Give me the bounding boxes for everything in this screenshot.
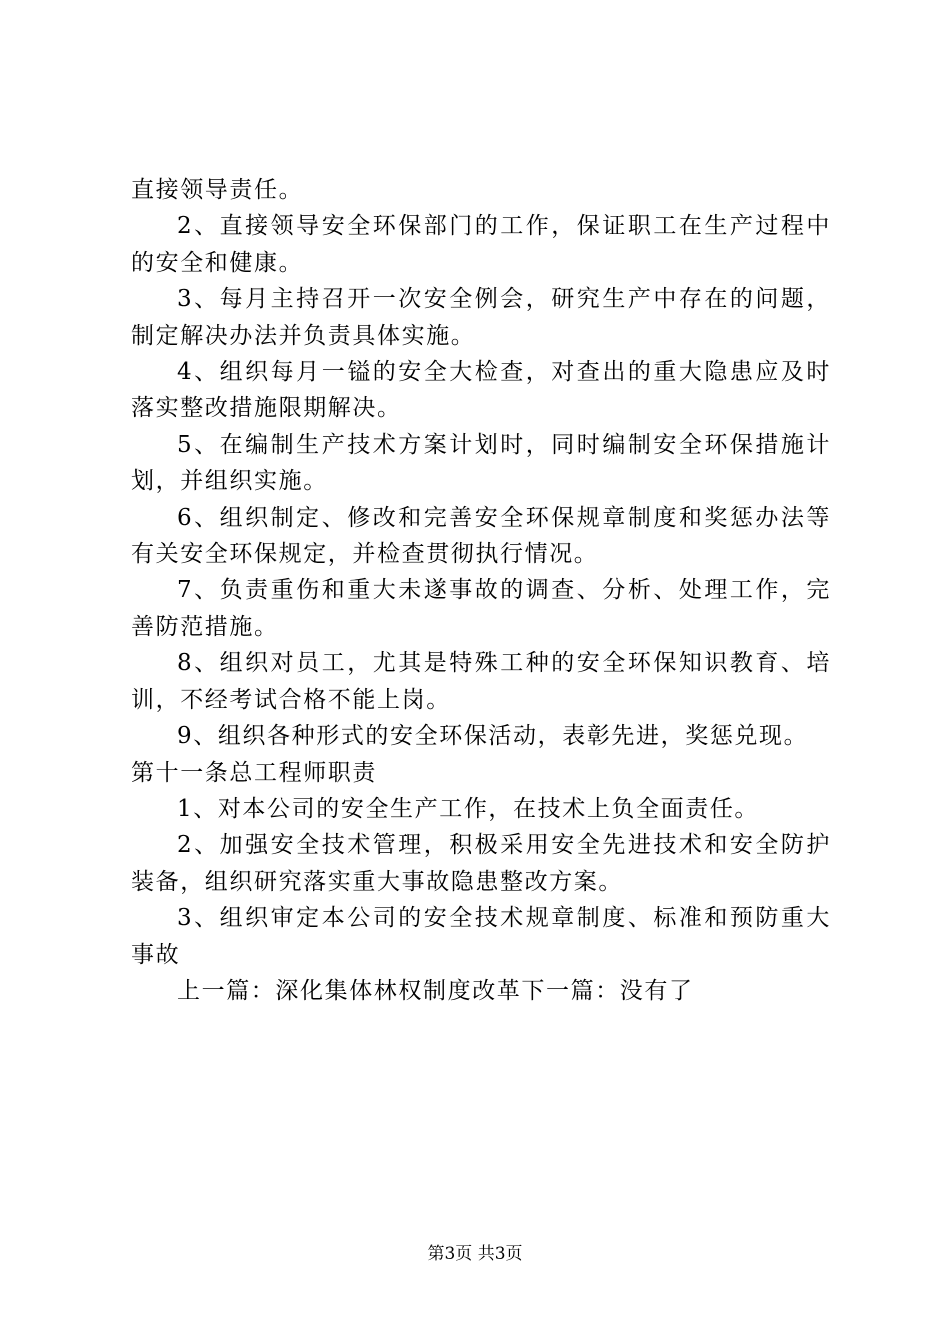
page-number: 第3页 — [427, 1244, 473, 1264]
paragraph-3: 4、组织每月一镒的安全大检查，对查出的重大隐患应及时落实整改措施限期解决。 — [131, 359, 831, 422]
prev-next-nav: 上一篇：深化集体林权制度改革下一篇：没有了 — [177, 977, 694, 1004]
paragraph-1: 2、直接领导安全环保部门的工作，保证职工在生产过程中的安全和健康。 — [131, 213, 831, 276]
paragraph-7: 8、组织对员工，尤其是特殊工种的安全环保知识教育、培训，不经考试合格不能上岗。 — [131, 650, 831, 713]
paragraph-6: 7、负责重伤和重大未遂事故的调查、分析、处理工作，完善防范措施。 — [131, 577, 831, 640]
section-heading: 第十一条总工程师职责 — [131, 759, 377, 786]
paragraph-10: 1、对本公司的安全生产工作，在技术上负全面责任。 — [177, 795, 760, 822]
page-total: 共3页 — [477, 1244, 523, 1264]
paragraph-0: 直接领导责任。 — [131, 177, 304, 203]
paragraph-12: 3、组织审定本公司的安全技术规章制度、标准和预防重大事故 — [131, 905, 831, 968]
paragraph-5: 6、组织制定、修改和完善安全环保规章制度和奖惩办法等有关安全环保规定，并检查贯彻执行情况。 — [131, 504, 831, 568]
paragraph-4: 5、在编制生产技术方案计划时，同时编制安全环保措施计划，并组织实施。 — [131, 431, 831, 495]
paragraph-2: 3、每月主持召开一次安全例会，研究生产中存在的问题，制定解决办法并负责具体实施。 — [131, 286, 831, 349]
paragraph-11: 2、加强安全技术管理，积极采用安全先进技术和安全防护装备，组织研究落实重大事故隐患整改方案。 — [131, 832, 831, 895]
paragraph-8: 9、组织各种形式的安全环保活动，表彰先进，奖惩兑现。 — [177, 723, 809, 750]
document-body — [131, 172, 831, 1009]
page-footer — [0, 1244, 950, 1264]
